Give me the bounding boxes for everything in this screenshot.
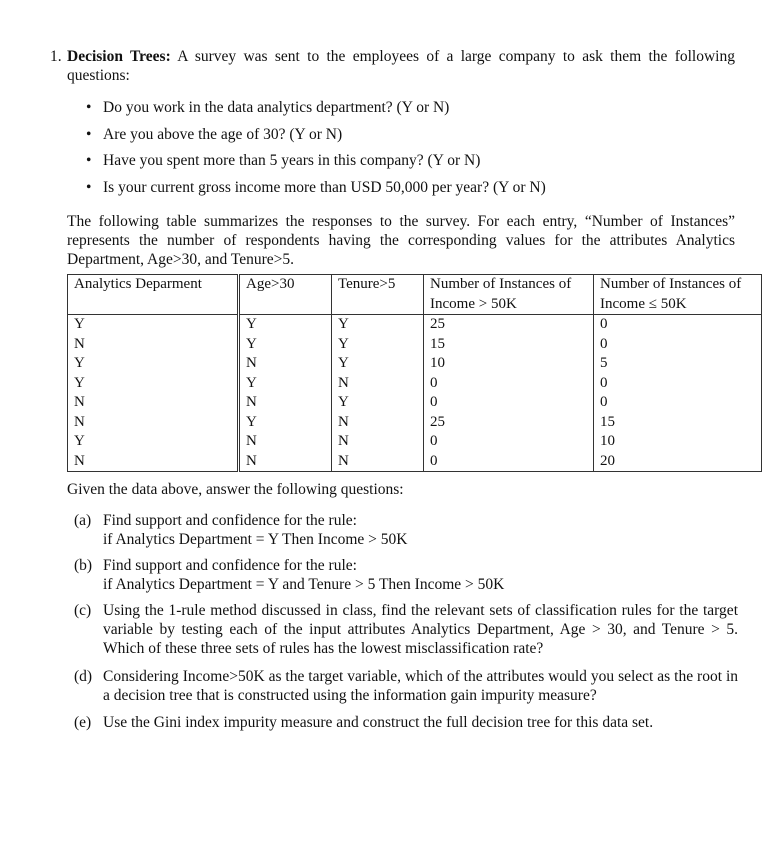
part-text: Use the Gini index impurity measure and construct the full decision tree for this data set. [103,714,654,731]
cell-income-under: 10 [594,432,762,452]
header-income-over-line1: Number of Instances of [424,275,594,295]
bullet-icon: • [86,152,92,169]
question-title: Decision Trees: [67,48,171,65]
part-label: (d) [74,668,93,685]
summary-paragraph: The following table summarizes the responses to the survey. For each entry, “Number of Instances” represents the number of respondents having the corresponding values for the attributes Analytics Department, Age>30, and Tenure>5. [67,213,735,268]
table-row [68,393,762,413]
part-label: (e) [74,714,92,731]
cell-income-over: 0 [424,374,594,394]
cell-analytics: N [68,452,239,472]
cell-income-over: 15 [424,335,594,355]
part-a [74,511,738,549]
cell-tenure: Y [332,354,424,374]
cell-analytics: Y [68,374,239,394]
cell-analytics: N [68,413,239,433]
table-row [68,315,762,335]
cell-analytics: Y [68,315,239,335]
cell-income-over: 0 [424,452,594,472]
cell-tenure: N [332,452,424,472]
table-header-row [68,295,762,315]
cell-analytics: Y [68,432,239,452]
given-text: Given the data above, answer the following questions: [67,481,404,498]
cell-income-over: 25 [424,315,594,335]
cell-income-under: 20 [594,452,762,472]
cell-tenure: N [332,432,424,452]
header-income-under-line2: Income ≤ 50K [594,295,762,315]
part-label: (c) [74,602,92,619]
part-label: (a) [74,512,92,529]
cell-income-under: 0 [594,393,762,413]
cell-tenure: Y [332,335,424,355]
part-rule: if Analytics Department = Y Then Income > 50K [103,531,408,548]
cell-tenure: Y [332,315,424,335]
part-rule: if Analytics Department = Y and Tenure > 5 Then Income > 50K [103,576,505,593]
cell-tenure: Y [332,393,424,413]
cell-age: Y [239,315,332,335]
part-e [74,713,738,732]
cell-age: N [239,452,332,472]
table-row [68,374,762,394]
cell-age: N [239,432,332,452]
cell-age: N [239,354,332,374]
cell-income-over: 0 [424,432,594,452]
table-row [68,432,762,452]
question-intro [67,47,735,85]
cell-income-under: 15 [594,413,762,433]
list-item [86,178,546,205]
list-item [86,151,546,178]
cell-income-over: 10 [424,354,594,374]
header-blank [332,295,424,315]
cell-income-under: 0 [594,315,762,335]
part-label: (b) [74,557,93,574]
part-text: Considering Income>50K as the target variable, which of the attributes would you select as the root in a decision tree that is constructed using the information gain impurity measure? [103,668,738,704]
bullet-text: Have you spent more than 5 years in this company? (Y or N) [103,152,481,169]
header-blank [239,295,332,315]
cell-age: Y [239,413,332,433]
list-item [86,98,546,125]
cell-tenure: N [332,374,424,394]
part-text: Find support and confidence for the rule: [103,512,357,529]
table-row [68,354,762,374]
cell-analytics: N [68,393,239,413]
header-tenure: Tenure>5 [332,275,424,295]
bullet-icon: • [86,125,92,143]
bullet-text: Do you work in the data analytics department? (Y or N) [103,99,450,116]
cell-income-over: 0 [424,393,594,413]
table-body [68,315,762,472]
cell-age: N [239,393,332,413]
question-number: 1. [50,48,62,65]
cell-age: Y [239,335,332,355]
header-blank [68,295,239,315]
table-row [68,413,762,433]
table-row [68,452,762,472]
header-analytics: Analytics Deparment [68,275,239,295]
question-intro-text: A survey was sent to the employees of a large company to ask them the following questions: [67,48,735,84]
cell-analytics: N [68,335,239,355]
cell-income-under: 0 [594,335,762,355]
part-b [74,556,738,594]
cell-income-under: 5 [594,354,762,374]
header-income-over-line2: Income > 50K [424,295,594,315]
cell-tenure: N [332,413,424,433]
bullet-text: Is your current gross income more than USD 50,000 per year? (Y or N) [103,178,546,196]
survey-questions-list [86,98,546,204]
header-age: Age>30 [239,275,332,295]
part-d [74,667,738,705]
list-item [86,125,546,152]
cell-age: Y [239,374,332,394]
cell-income-over: 25 [424,413,594,433]
cell-analytics: Y [68,354,239,374]
table-row [68,335,762,355]
question-parts [74,511,738,732]
part-text: Find support and confidence for the rule: [103,557,357,574]
bullet-icon: • [86,178,92,196]
bullet-icon: • [86,99,92,116]
survey-table [67,274,762,472]
part-c [74,601,738,658]
part-text: Using the 1-rule method discussed in class, find the relevant sets of classification rules for the target variable by testing each of the input attributes Analytics Department, Age > 30, and Tenure > 5. Which of these three sets of rules has the lowest misclassification rate? [103,602,738,657]
bullet-text: Are you above the age of 30? (Y or N) [103,125,343,143]
cell-income-under: 0 [594,374,762,394]
table-header-row [68,275,762,295]
header-income-under-line1: Number of Instances of [594,275,762,295]
